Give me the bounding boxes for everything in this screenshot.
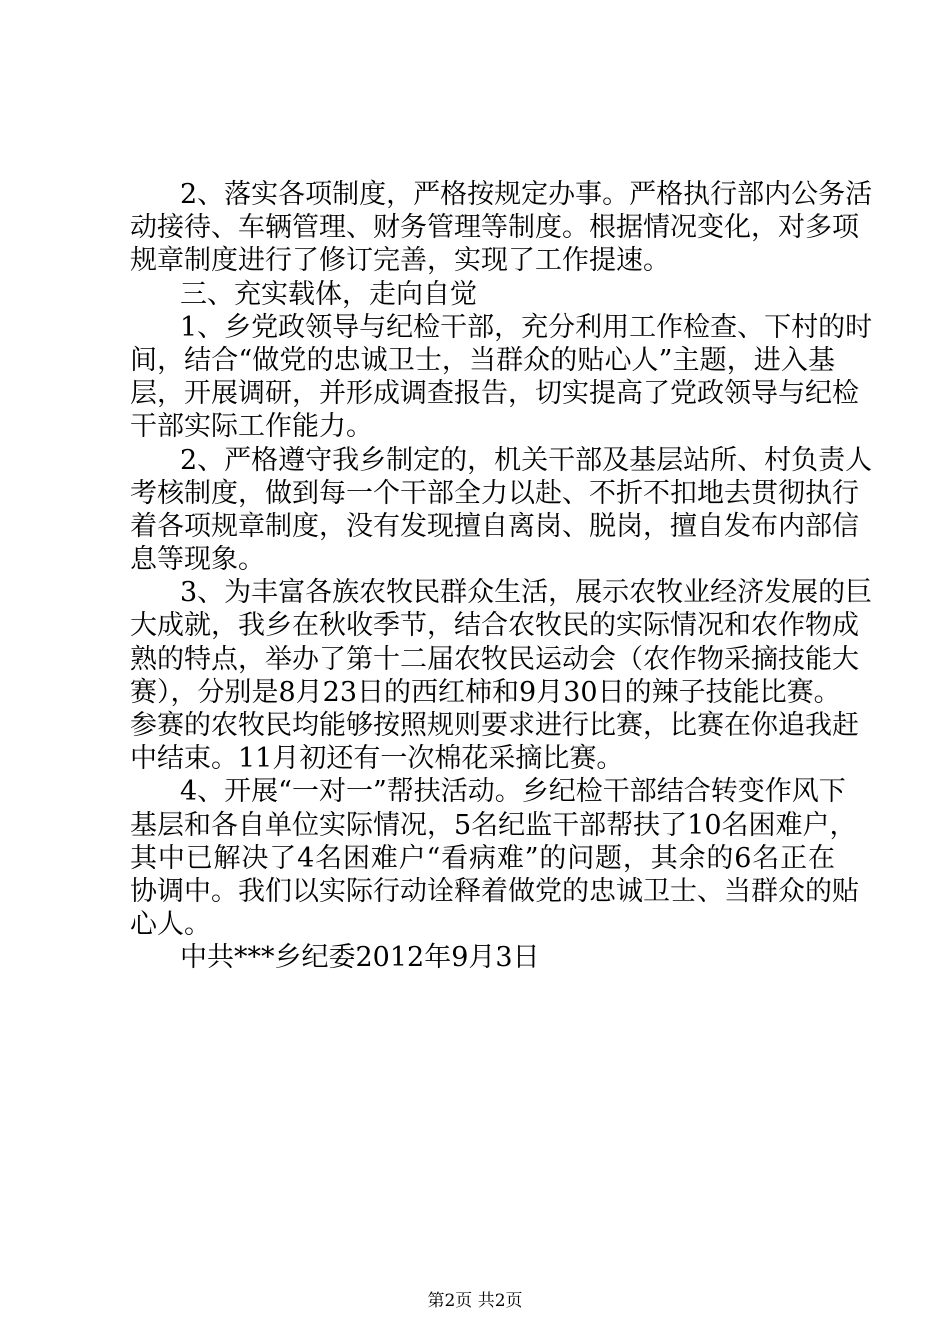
paragraph-assistance xyxy=(130,775,859,941)
signature-date: 中共***乡纪委2012年9月3日 xyxy=(180,942,540,974)
text-line: 干部实际工作能力。 xyxy=(130,411,373,443)
page-number: 第2页 共2页 xyxy=(427,1291,523,1311)
document-body xyxy=(130,178,873,975)
text-line: 间，结合“做党的忠诚卫士，当群众的贴心人”主题，进入基 xyxy=(130,344,835,376)
text-line: 着各项规章制度，没有发现擅自离岗、脱岗，擅自发布内部信 xyxy=(130,510,859,542)
text-line: 层，开展调研，并形成调查报告，切实提高了党政领导与纪检 xyxy=(130,378,859,410)
text-line: 动接待、车辆管理、财务管理等制度。根据情况变化，对多项 xyxy=(130,212,859,244)
text-line: 2、严格遵守我乡制定的，机关干部及基层站所、村负责人 xyxy=(180,444,873,476)
signature-block xyxy=(130,941,835,974)
text-line: 4、开展“一对一”帮扶活动。乡纪检干部结合转变作风下 xyxy=(180,776,846,808)
text-line: 其中已解决了4名困难户“看病难”的问题，其余的6名正在 xyxy=(130,842,835,874)
section-heading xyxy=(130,278,835,311)
paragraph-sports-meet xyxy=(130,576,873,775)
text-line: 参赛的农牧民均能够按照规则要求进行比赛，比赛在你追我赶 xyxy=(130,710,859,741)
paragraph-regulations xyxy=(130,178,873,278)
text-line: 考核制度，做到每一个干部全力以赴、不折不扣地去贯彻执行 xyxy=(130,477,859,509)
text-line: 息等现象。 xyxy=(130,544,265,576)
heading-text: 三、充实载体，走向自觉 xyxy=(180,278,477,310)
text-line: 中结束。11月初还有一次棉花采摘比赛。 xyxy=(130,743,624,775)
text-line: 协调中。我们以实际行动诠释着做党的忠诚卫士、当群众的贴 xyxy=(130,875,859,907)
text-line: 心人。 xyxy=(130,909,211,941)
paragraph-assessment xyxy=(130,444,873,577)
text-line: 赛），分别是8月23日的西红柿和9月30日的辣子技能比赛。 xyxy=(130,676,841,708)
text-line: 规章制度进行了修订完善，实现了工作提速。 xyxy=(130,245,670,277)
text-line: 基层和各自单位实际情况，5名纪监干部帮扶了10名困难户， xyxy=(130,809,857,841)
text-line: 1、乡党政领导与纪检干部，充分利用工作检查、下村的时 xyxy=(180,311,873,343)
text-line: 熟的特点，举办了第十二届农牧民运动会（农作物采摘技能大 xyxy=(130,643,859,675)
text-line: 3、为丰富各族农牧民群众生活，展示农牧业经济发展的巨 xyxy=(180,577,873,609)
text-line: 2、落实各项制度，严格按规定办事。严格执行部内公务活 xyxy=(180,179,873,210)
page-footer xyxy=(0,1290,950,1312)
text-line: 大成就，我乡在秋收季节，结合农牧民的实际情况和农作物成 xyxy=(130,610,859,642)
paragraph-research xyxy=(130,311,873,444)
